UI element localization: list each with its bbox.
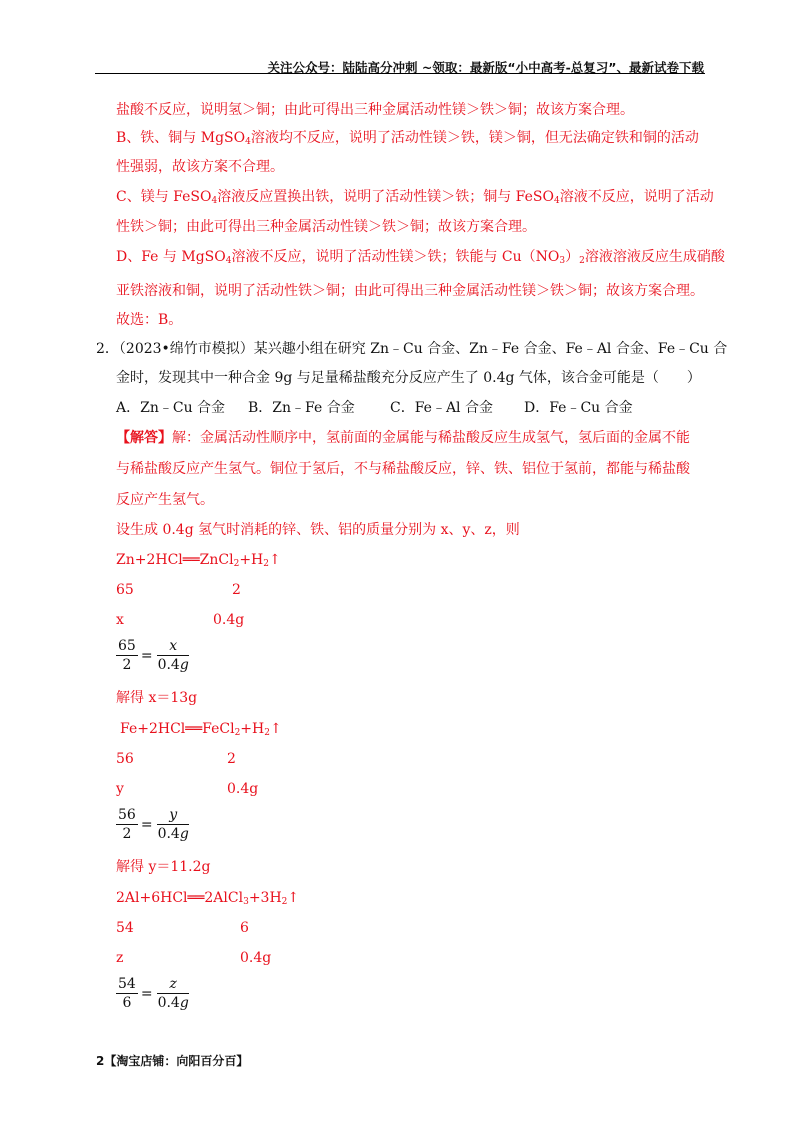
q1-option-c-line-1: C、镁与 FeSO$_4$溶液反应置换出铁，说明了活动性镁＞铁；铜与 FeSO$_4$溶液不反应，说明了活动 bbox=[116, 189, 714, 206]
solution-tag: 【解答】 bbox=[116, 430, 172, 446]
q2-setup: 设生成 0.4g 氢气时消耗的锌、铁、铝的质量分别为 x、y、z，则 bbox=[116, 522, 520, 538]
q1-option-d-line-1: D、Fe 与 MgSO$_4$溶液不反应，说明了活动性镁＞铁；铁能与 $Cu(NO_3)_2$溶液溶液反应生成硝酸 bbox=[116, 249, 725, 266]
fe-result: 解得 y＝11.2g bbox=[116, 859, 211, 875]
zn-ratio-row-2-value: 0.4g bbox=[213, 612, 245, 628]
q1-answer-choice: 故选：B。 bbox=[116, 312, 183, 328]
zn-result: 解得 x＝13g bbox=[116, 690, 198, 706]
q1-option-d-line-2: 亚铁溶液和铜，说明了活动性铁＞铜；由此可得出三种金属活动性镁＞铁＞铜；故该方案合理。 bbox=[116, 283, 704, 299]
zn-proportion: $\frac{65}{2}$ = $\frac{x}{0.4g}$ bbox=[118, 638, 189, 673]
q1-option-c-line-2: 性铁＞铜；由此可得出三种金属活动性镁＞铁＞铜；故该方案合理。 bbox=[116, 219, 536, 235]
al-ratio-row-1-value: 6 bbox=[240, 920, 249, 936]
al-ratio-row-1: 54 bbox=[116, 920, 134, 936]
q2-option-b: B．Zn﹣Fe 合金 bbox=[248, 400, 355, 416]
q2-option-a: A．Zn﹣Cu 合金 bbox=[116, 400, 226, 416]
q2-solution-line-2: 与稀盐酸反应产生氢气。铜位于氢后，不与稀盐酸反应，锌、铁、铝位于氢前，都能与稀盐酸 bbox=[116, 461, 690, 477]
al-ratio-row-2: z bbox=[116, 950, 124, 966]
fe-ratio-row-2: y bbox=[116, 781, 124, 797]
fe-ratio-row-2-value: 0.4g bbox=[227, 781, 259, 797]
q1-option-b-line-1: B、铁、铜与 MgSO$_4$溶液均不反应，说明了活动性镁＞铁，镁＞铜，但无法确定铁和铜的活动 bbox=[116, 130, 699, 147]
al-ratio-row-2-value: 0.4g bbox=[240, 950, 272, 966]
fe-ratio-row-1-value: 2 bbox=[227, 751, 236, 767]
page-header: 关注公众号：陆陆高分冲刺 ~领取：最新版“小中高考-总复习”、最新试卷下载 bbox=[267, 60, 704, 75]
fe-ratio-row-1: 56 bbox=[116, 751, 134, 767]
q2-option-c: C．Fe﹣Al 合金 bbox=[390, 400, 493, 416]
q2-stem-line-2: 金时，发现其中一种合金 9g 与足量稀盐酸充分反应产生了 0.4g 气体，该合金可能是（ ） bbox=[116, 370, 701, 386]
zn-ratio-row-1-value: 2 bbox=[232, 582, 241, 598]
q2-stem-line-1: 2．（2023•绵竹市模拟）某兴趣小组在研究 Zn﹣Cu 合金、Zn﹣Fe 合金、Fe﹣Al 合金、Fe﹣Cu 合 bbox=[96, 341, 728, 357]
al-equation: $2Al+6HCl══2AlCl_3+3H_2↑$ bbox=[116, 890, 300, 907]
header-divider bbox=[95, 73, 705, 74]
zn-ratio-row-2: x bbox=[116, 612, 124, 628]
q1-option-b-line-2: 性强弱，故该方案不合理。 bbox=[116, 159, 284, 175]
page-footer: 2【淘宝店铺：向阳百分百】 bbox=[96, 1054, 249, 1068]
al-proportion: $\frac{54}{6}$ = $\frac{z}{0.4g}$ bbox=[118, 976, 189, 1011]
q2-option-d: D．Fe﹣Cu 合金 bbox=[524, 400, 633, 416]
q2-solution-line-1: 【解答】解：金属活动性顺序中，氢前面的金属能与稀盐酸反应生成氢气，氢后面的金属不能 bbox=[116, 430, 690, 446]
fe-equation: $Fe+2HCl══FeCl_2+H_2↑$ bbox=[120, 721, 282, 738]
zn-ratio-row-1: 65 bbox=[116, 582, 134, 598]
q2-solution-line-3: 反应产生氢气。 bbox=[116, 492, 214, 508]
q1-line-1: 盐酸不反应，说明氢＞铜；由此可得出三种金属活动性镁＞铁＞铜；故该方案合理。 bbox=[116, 102, 634, 118]
zn-equation: $Zn+2HCl══ZnCl_2+H_2↑$ bbox=[116, 552, 281, 569]
fe-proportion: $\frac{56}{2}$ = $\frac{y}{0.4g}$ bbox=[118, 807, 189, 842]
